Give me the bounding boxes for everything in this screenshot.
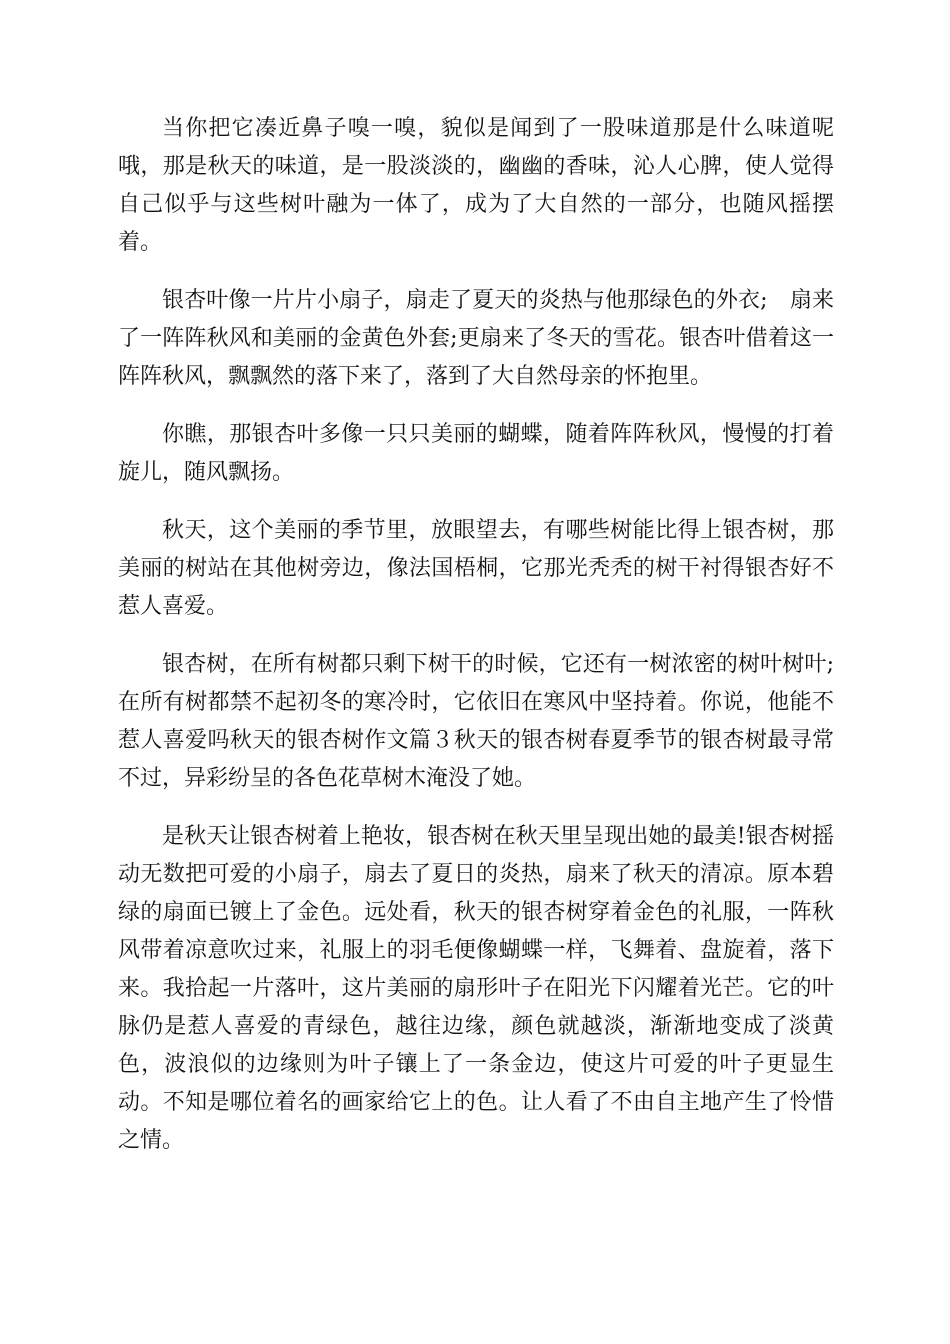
paragraph-butterfly: 你瞧，那银杏叶多像一只只美丽的蝴蝶，随着阵阵秋风，慢慢的打着旋儿，随风飘扬。 — [118, 422, 834, 485]
paragraph-autumn-season: 秋天，这个美丽的季节里，放眼望去，有哪些树能比得上银杏树，那美丽的树站在其他树旁边，像法国梧桐，它那光秃秃的树干衬得银杏好不惹人喜爱。 — [118, 518, 834, 619]
paragraph-winter: 银杏树，在所有树都只剩下树干的时候，它还有一树浓密的树叶树叶;在所有树都禁不起初冬的寒冷时，它依旧在寒风中坚持着。你说，他能不惹人喜爱吗秋天的银杏树作文篇３秋天的银杏树春夏季节的银杏树最寻常不过，异彩纷呈的各色花草树木淹没了她。 — [118, 652, 834, 791]
paragraph-golden-dress: 是秋天让银杏树着上艳妆，银杏树在秋天里呈现出她的最美!银杏树摇动无数把可爱的小扇子，扇去了夏日的炎热，扇来了秋天的清凉。原本碧绿的扇面已镀上了金色。远处看，秋天的银杏树穿着金色的礼服，一阵秋风带着凉意吹过来，礼服上的羽毛便像蝴蝶一样，飞舞着、盘旋着，落下来。我拾起一片落叶，这片美丽的扇形叶子在阳光下闪耀着光芒。它的叶脉仍是惹人喜爱的青绿色，越往边缘，颜色就越淡，渐渐地变成了淡黄色，波浪似的边缘则为叶子镶上了一条金边，使这片可爱的叶子更显生动。不知是哪位着名的画家给它上的色。让人看了不由自主地产生了怜惜之情。 — [118, 824, 834, 1153]
paragraph-fan: 银杏叶像一片片小扇子，扇走了夏天的炎热与他那绿色的外衣; 扇来了一阵阵秋风和美丽的金黄色外套;更扇来了冬天的雪花。银杏叶借着这一阵阵秋风，飘飘然的落下来了，落到了大自然母亲的怀抱里。 — [118, 288, 834, 389]
paragraph-smell: 当你把它凑近鼻子嗅一嗅，貌似是闻到了一股味道那是什么味道呢哦，那是秋天的味道，是一股淡淡的，幽幽的香味，沁人心脾，使人觉得自己似乎与这些树叶融为一体了，成为了大自然的一部分，也随风摇摆着。 — [118, 116, 834, 255]
document-body — [118, 110, 834, 1180]
